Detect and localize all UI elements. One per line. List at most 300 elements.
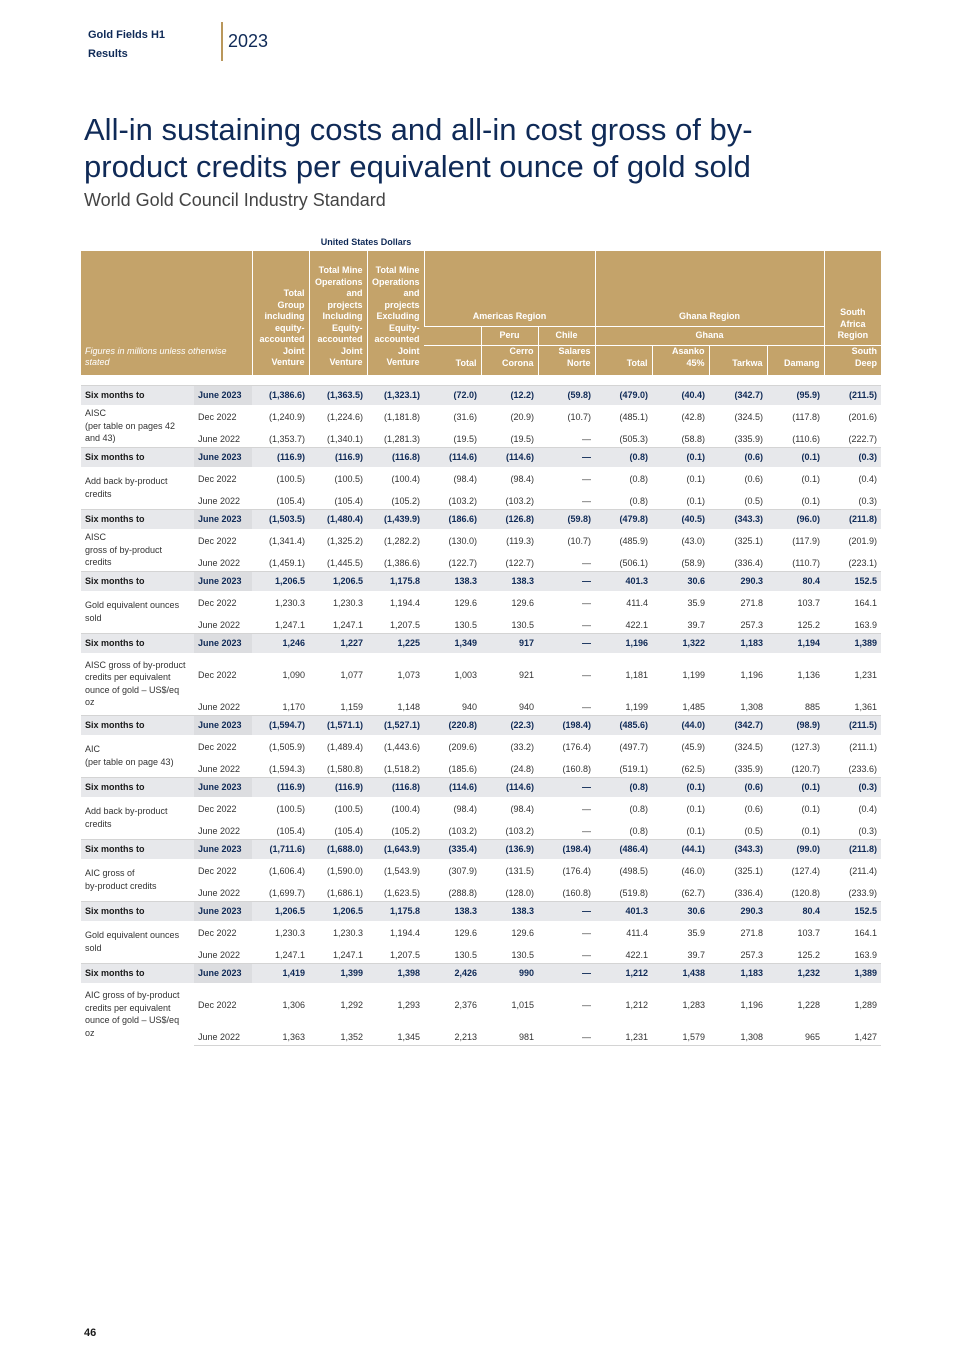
value-cell: 290.3	[709, 901, 767, 921]
value-cell: 1,196	[740, 1000, 764, 1010]
metric-description: AIC gross of by-product credits	[85, 868, 157, 891]
table-row	[81, 797, 881, 821]
value-cell: 1,579	[652, 1027, 709, 1045]
value-cell: (10.7)	[567, 536, 592, 546]
six-months-label: Six months to	[81, 777, 194, 797]
value-cell: 1,175.8	[367, 901, 424, 921]
table-row	[81, 759, 881, 777]
value-cell: (100.5)	[276, 474, 306, 484]
value-cell: 1,199	[595, 697, 652, 715]
value-cell: (105.4)	[252, 491, 309, 509]
value-cell: 129.6	[454, 928, 478, 938]
value-cell: 1,389	[824, 963, 881, 983]
value-cell: 1,308	[709, 1027, 767, 1045]
value-cell: (0.1)	[801, 474, 821, 484]
value-cell: (1,353.7)	[252, 429, 309, 447]
value-cell: (1,623.5)	[367, 883, 424, 901]
value-cell: 271.8	[740, 598, 764, 608]
value-cell: 163.9	[824, 615, 881, 633]
period-label: June 2022	[194, 759, 252, 777]
value-cell: (122.7)	[424, 553, 481, 571]
value-cell: (176.4)	[562, 742, 592, 752]
value-cell: 411.4	[626, 598, 649, 608]
value-cell: (201.6)	[848, 412, 878, 422]
six-months-label: Six months to	[81, 901, 194, 921]
table-row	[81, 591, 881, 615]
value-cell: 39.7	[652, 945, 709, 963]
value-cell: (98.4)	[453, 804, 478, 814]
period-label: June 2022	[194, 429, 252, 447]
value-cell: (98.4)	[510, 804, 535, 814]
value-cell: (0.1)	[652, 491, 709, 509]
value-cell: —	[538, 571, 595, 591]
period-label: June 2023	[194, 715, 252, 735]
value-cell: (485.6)	[595, 715, 652, 735]
value-cell: 1,231	[595, 1027, 652, 1045]
value-cell: (0.4)	[858, 474, 878, 484]
value-cell: 1,349	[424, 633, 481, 653]
value-cell: 1,212	[595, 963, 652, 983]
value-cell: (486.4)	[595, 839, 652, 859]
value-cell: (100.5)	[334, 474, 364, 484]
value-cell: —	[582, 928, 592, 938]
value-cell: (0.1)	[767, 821, 824, 839]
value-cell: 1,183	[709, 633, 767, 653]
section-label: Results	[88, 48, 128, 60]
value-cell: 1,345	[367, 1027, 424, 1045]
value-cell: (105.4)	[252, 821, 309, 839]
value-cell: (40.5)	[652, 509, 709, 529]
value-cell: (497.7)	[619, 742, 649, 752]
value-cell: (506.1)	[595, 553, 652, 571]
value-cell: 422.1	[595, 615, 652, 633]
value-cell: (1,386.6)	[367, 553, 424, 571]
metric-description: Add back by-product credits	[85, 806, 168, 829]
table-row	[81, 571, 881, 591]
value-cell: (120.8)	[767, 883, 824, 901]
value-cell: (0.1)	[801, 804, 821, 814]
table-row	[81, 883, 881, 901]
value-cell: 1,361	[824, 697, 881, 715]
value-cell: —	[538, 447, 595, 467]
value-cell: 1,181	[625, 670, 649, 680]
aisc-table	[81, 251, 881, 1046]
value-cell: 1,196	[740, 670, 764, 680]
period-label: Dec 2022	[198, 598, 237, 608]
value-cell: 1,230.3	[274, 598, 306, 608]
value-cell: (12.2)	[481, 385, 538, 405]
value-cell: 80.4	[767, 901, 824, 921]
value-cell: 1,246	[252, 633, 309, 653]
report-year: 2023	[228, 31, 269, 51]
value-cell: 30.6	[652, 901, 709, 921]
six-months-label: Six months to	[81, 447, 194, 467]
table-row	[81, 859, 881, 883]
value-cell: (160.8)	[538, 759, 595, 777]
six-months-label: Six months to	[81, 633, 194, 653]
value-cell: (325.1)	[734, 866, 764, 876]
value-cell: (0.6)	[744, 804, 764, 814]
value-cell: (0.8)	[595, 821, 652, 839]
value-cell: 2,376	[454, 1000, 478, 1010]
value-cell: (505.3)	[595, 429, 652, 447]
value-cell: —	[538, 901, 595, 921]
value-cell: 271.8	[740, 928, 764, 938]
currency-label: United States Dollars	[320, 237, 412, 247]
value-cell: 125.2	[767, 945, 824, 963]
period-label: June 2022	[194, 491, 252, 509]
six-months-label: Six months to	[81, 571, 194, 591]
value-cell: (105.2)	[367, 491, 424, 509]
value-cell: 1,399	[309, 963, 367, 983]
value-cell: (176.4)	[562, 866, 592, 876]
value-cell: 1,230.3	[332, 598, 364, 608]
value-cell: (1,340.1)	[309, 429, 367, 447]
value-cell: (1,224.6)	[326, 412, 364, 422]
value-cell: 138.3	[481, 571, 538, 591]
value-cell: 1,206.5	[252, 571, 309, 591]
table-row	[81, 901, 881, 921]
value-cell: 1,228	[797, 1000, 821, 1010]
table-row	[81, 615, 881, 633]
value-cell: (1,323.1)	[367, 385, 424, 405]
col-ghana: Ghana	[595, 326, 824, 345]
six-months-label: Six months to	[81, 963, 194, 983]
value-cell: (1,699.7)	[252, 883, 309, 901]
value-cell: (0.3)	[824, 491, 881, 509]
six-months-label: Six months to	[81, 385, 194, 405]
value-cell: (130.0)	[448, 536, 478, 546]
value-cell: (33.2)	[510, 742, 535, 752]
metric-description: AISC gross of by-product credits per equivalent ounce of gold – US$/eq oz	[85, 659, 186, 708]
value-cell: (1,281.3)	[367, 429, 424, 447]
value-cell: —	[538, 777, 595, 797]
value-cell: (116.9)	[309, 447, 367, 467]
value-cell: 1,159	[309, 697, 367, 715]
value-cell: (72.0)	[424, 385, 481, 405]
value-cell: (288.8)	[424, 883, 481, 901]
value-cell: (117.9)	[792, 536, 821, 546]
table-row	[81, 429, 881, 447]
value-cell: 103.7	[797, 598, 821, 608]
value-cell: (222.7)	[824, 429, 881, 447]
period-label: June 2022	[194, 821, 252, 839]
value-cell: (1,325.2)	[326, 536, 364, 546]
value-cell: (209.6)	[448, 742, 478, 752]
value-cell: (43.0)	[681, 536, 706, 546]
value-cell: 1,148	[367, 697, 424, 715]
value-cell: (59.8)	[538, 509, 595, 529]
value-cell: (324.5)	[734, 742, 764, 752]
value-cell: (211.4)	[849, 866, 878, 876]
value-cell: (100.5)	[276, 804, 306, 814]
value-cell: (1,594.3)	[252, 759, 309, 777]
value-cell: 1,170	[252, 697, 309, 715]
col-mine-incl: Total Mine Operations and projects Including Equity-accounted Joint Venture	[309, 251, 367, 375]
value-cell: (324.5)	[734, 412, 764, 422]
value-cell: 129.6	[511, 598, 535, 608]
value-cell: (103.2)	[481, 491, 538, 509]
value-cell: (1,386.6)	[252, 385, 309, 405]
value-cell: 130.5	[481, 945, 538, 963]
value-cell: —	[538, 553, 595, 571]
value-cell: (40.4)	[652, 385, 709, 405]
value-cell: —	[582, 1000, 592, 1010]
value-cell: 138.3	[424, 901, 481, 921]
value-cell: 1,206.5	[309, 571, 367, 591]
value-cell: (45.9)	[681, 742, 706, 752]
value-cell: 940	[481, 697, 538, 715]
value-cell: 1,389	[824, 633, 881, 653]
table-row	[81, 735, 881, 759]
value-cell: (0.4)	[858, 804, 878, 814]
value-cell: (24.8)	[481, 759, 538, 777]
metric-description: AISC (per table on pages 42 and 43)	[85, 408, 176, 443]
col-peru: Peru	[481, 326, 538, 345]
value-cell: —	[538, 491, 595, 509]
col-cerro-corona: Cerro Corona	[481, 345, 538, 375]
value-cell: 2,213	[424, 1027, 481, 1045]
value-cell: (0.3)	[824, 447, 881, 467]
value-cell: 990	[481, 963, 538, 983]
period-label: June 2022	[194, 945, 252, 963]
value-cell: (211.5)	[824, 715, 881, 735]
period-label: June 2023	[194, 633, 252, 653]
period-label: June 2023	[194, 963, 252, 983]
col-damang: Damang	[767, 345, 824, 375]
value-cell: —	[538, 1027, 595, 1045]
value-cell: (211.1)	[849, 742, 878, 752]
value-cell: (120.7)	[767, 759, 824, 777]
value-cell: (211.8)	[824, 839, 881, 859]
table-row	[81, 839, 881, 859]
value-cell: —	[538, 821, 595, 839]
value-cell: (343.3)	[709, 839, 767, 859]
table-row	[81, 777, 881, 797]
value-cell: (22.3)	[481, 715, 538, 735]
value-cell: (119.3)	[506, 536, 535, 546]
value-cell: (1,580.8)	[309, 759, 367, 777]
value-cell: 163.9	[824, 945, 881, 963]
value-cell: (0.1)	[652, 777, 709, 797]
value-cell: (1,480.4)	[309, 509, 367, 529]
col-ghana-total: Total	[595, 345, 652, 375]
value-cell: (1,518.2)	[367, 759, 424, 777]
period-label: June 2023	[194, 385, 252, 405]
value-cell: 1,292	[340, 1000, 364, 1010]
value-cell: 940	[424, 697, 481, 715]
period-label: June 2022	[194, 697, 252, 715]
value-cell: (479.0)	[595, 385, 652, 405]
value-cell: (335.4)	[424, 839, 481, 859]
period-label: Dec 2022	[198, 670, 237, 680]
col-salares-norte: Salares Norte	[538, 345, 595, 375]
value-cell: 129.6	[454, 598, 478, 608]
value-cell: (0.3)	[824, 777, 881, 797]
value-cell: (1,443.6)	[383, 742, 421, 752]
page-title: All-in sustaining costs and all-in cost gross of by-product credits per equivalent ounce of gold sold	[84, 112, 753, 184]
value-cell: —	[582, 804, 592, 814]
value-cell: (96.0)	[767, 509, 824, 529]
value-cell: (485.9)	[619, 536, 649, 546]
value-cell: (479.8)	[595, 509, 652, 529]
value-cell: 1,438	[652, 963, 709, 983]
period-label: June 2022	[194, 553, 252, 571]
value-cell: 152.5	[824, 571, 881, 591]
value-cell: (128.0)	[481, 883, 538, 901]
value-cell: (1,445.5)	[309, 553, 367, 571]
col-chile: Chile	[538, 326, 595, 345]
value-cell: —	[538, 697, 595, 715]
value-cell: (1,459.1)	[252, 553, 309, 571]
value-cell: 965	[767, 1027, 824, 1045]
col-south-deep: South Deep	[824, 345, 881, 375]
value-cell: 1,283	[682, 1000, 706, 1010]
value-cell: (0.6)	[709, 447, 767, 467]
company-name	[88, 26, 165, 64]
table-row	[81, 529, 881, 553]
value-cell: (1,711.6)	[252, 839, 309, 859]
value-cell: (343.3)	[709, 509, 767, 529]
table-body	[81, 385, 881, 1045]
value-cell: (1,282.2)	[383, 536, 421, 546]
value-cell: (519.8)	[595, 883, 652, 901]
col-mine-excl: Total Mine Operations and projects Excluding Equity-accounted Joint Venture	[367, 251, 424, 375]
value-cell: 1,232	[767, 963, 824, 983]
value-cell: (198.4)	[538, 839, 595, 859]
value-cell: —	[582, 474, 592, 484]
value-cell: (100.4)	[391, 474, 421, 484]
value-cell: (186.6)	[424, 509, 481, 529]
value-cell: (59.8)	[538, 385, 595, 405]
period-label: Dec 2022	[198, 1000, 237, 1010]
value-cell: (1,363.5)	[309, 385, 367, 405]
table-row	[81, 697, 881, 715]
value-cell: 1,419	[252, 963, 309, 983]
value-cell: 1,485	[652, 697, 709, 715]
value-cell: (105.4)	[309, 491, 367, 509]
value-cell: —	[538, 429, 595, 447]
page-number: 46	[84, 1327, 97, 1339]
six-months-label: Six months to	[81, 509, 194, 529]
table-row	[81, 633, 881, 653]
value-cell: (100.4)	[391, 804, 421, 814]
value-cell: 130.5	[481, 615, 538, 633]
value-cell: 1,322	[652, 633, 709, 653]
value-cell: 152.5	[824, 901, 881, 921]
value-cell: 2,426	[424, 963, 481, 983]
value-cell: 1,293	[397, 1000, 421, 1010]
value-cell: (0.6)	[744, 474, 764, 484]
value-cell: 1,306	[282, 1000, 306, 1010]
value-cell: 1,230.3	[274, 928, 306, 938]
period-label: Dec 2022	[198, 928, 237, 938]
value-cell: 917	[481, 633, 538, 653]
value-cell: 411.4	[626, 928, 649, 938]
value-cell: —	[538, 633, 595, 653]
value-cell: (117.8)	[792, 412, 821, 422]
value-cell: (0.1)	[652, 821, 709, 839]
value-cell: (44.1)	[652, 839, 709, 859]
value-cell: 1,090	[282, 670, 306, 680]
value-cell: (99.0)	[767, 839, 824, 859]
value-cell: 1,077	[340, 670, 364, 680]
value-cell: (62.7)	[652, 883, 709, 901]
col-tarkwa: Tarkwa	[709, 345, 767, 375]
value-cell: (42.8)	[681, 412, 706, 422]
value-cell: 257.3	[709, 945, 767, 963]
value-cell: 1,175.8	[367, 571, 424, 591]
value-cell: (126.8)	[481, 509, 538, 529]
value-cell: (1,505.9)	[268, 742, 306, 752]
value-cell: (0.8)	[595, 491, 652, 509]
value-cell: 80.4	[767, 571, 824, 591]
table-row	[81, 467, 881, 491]
value-cell: 981	[481, 1027, 538, 1045]
value-cell: (198.4)	[538, 715, 595, 735]
table-row	[81, 921, 881, 945]
metric-description: Add back by-product credits	[85, 476, 168, 499]
value-cell: (62.5)	[652, 759, 709, 777]
value-cell: 35.9	[687, 928, 706, 938]
value-cell: (0.8)	[629, 474, 649, 484]
header-spacer	[81, 375, 881, 385]
value-cell: 1,247.1	[309, 615, 367, 633]
period-label: June 2023	[194, 839, 252, 859]
value-cell: (0.5)	[709, 821, 767, 839]
value-cell: (0.1)	[767, 447, 824, 467]
table-row	[81, 553, 881, 571]
value-cell: (114.6)	[424, 447, 481, 467]
value-cell: —	[538, 963, 595, 983]
value-cell: (100.5)	[334, 804, 364, 814]
value-cell: 164.1	[854, 598, 878, 608]
value-cell: (31.6)	[453, 412, 478, 422]
value-cell: (1,543.9)	[383, 866, 421, 876]
value-cell: 1,247.1	[309, 945, 367, 963]
value-cell: (116.9)	[309, 777, 367, 797]
value-cell: (307.9)	[448, 866, 478, 876]
period-label: Dec 2022	[198, 536, 237, 546]
col-total-group: Total Group including equity-accounted Joint Venture	[252, 251, 309, 375]
value-cell: 1,225	[367, 633, 424, 653]
value-cell: (1,643.9)	[367, 839, 424, 859]
table-row	[81, 963, 881, 983]
value-cell: (1,686.1)	[309, 883, 367, 901]
value-cell: 129.6	[511, 928, 535, 938]
value-cell: 1,352	[309, 1027, 367, 1045]
value-cell: (105.2)	[367, 821, 424, 839]
value-cell: (20.9)	[510, 412, 535, 422]
value-cell: (58.9)	[652, 553, 709, 571]
period-label: June 2023	[194, 901, 252, 921]
value-cell: (0.8)	[595, 447, 652, 467]
value-cell: (498.5)	[619, 866, 649, 876]
value-cell: (0.1)	[686, 804, 706, 814]
value-cell: (114.6)	[481, 447, 538, 467]
value-cell: (519.1)	[595, 759, 652, 777]
value-cell: 1,136	[797, 670, 821, 680]
value-cell: (116.9)	[252, 447, 309, 467]
value-cell: (325.1)	[734, 536, 764, 546]
six-months-label: Six months to	[81, 715, 194, 735]
value-cell: 130.5	[424, 615, 481, 633]
value-cell: (233.6)	[824, 759, 881, 777]
value-cell: 138.3	[481, 901, 538, 921]
value-cell: (110.6)	[767, 429, 824, 447]
value-cell: (19.5)	[481, 429, 538, 447]
value-cell: (58.8)	[652, 429, 709, 447]
